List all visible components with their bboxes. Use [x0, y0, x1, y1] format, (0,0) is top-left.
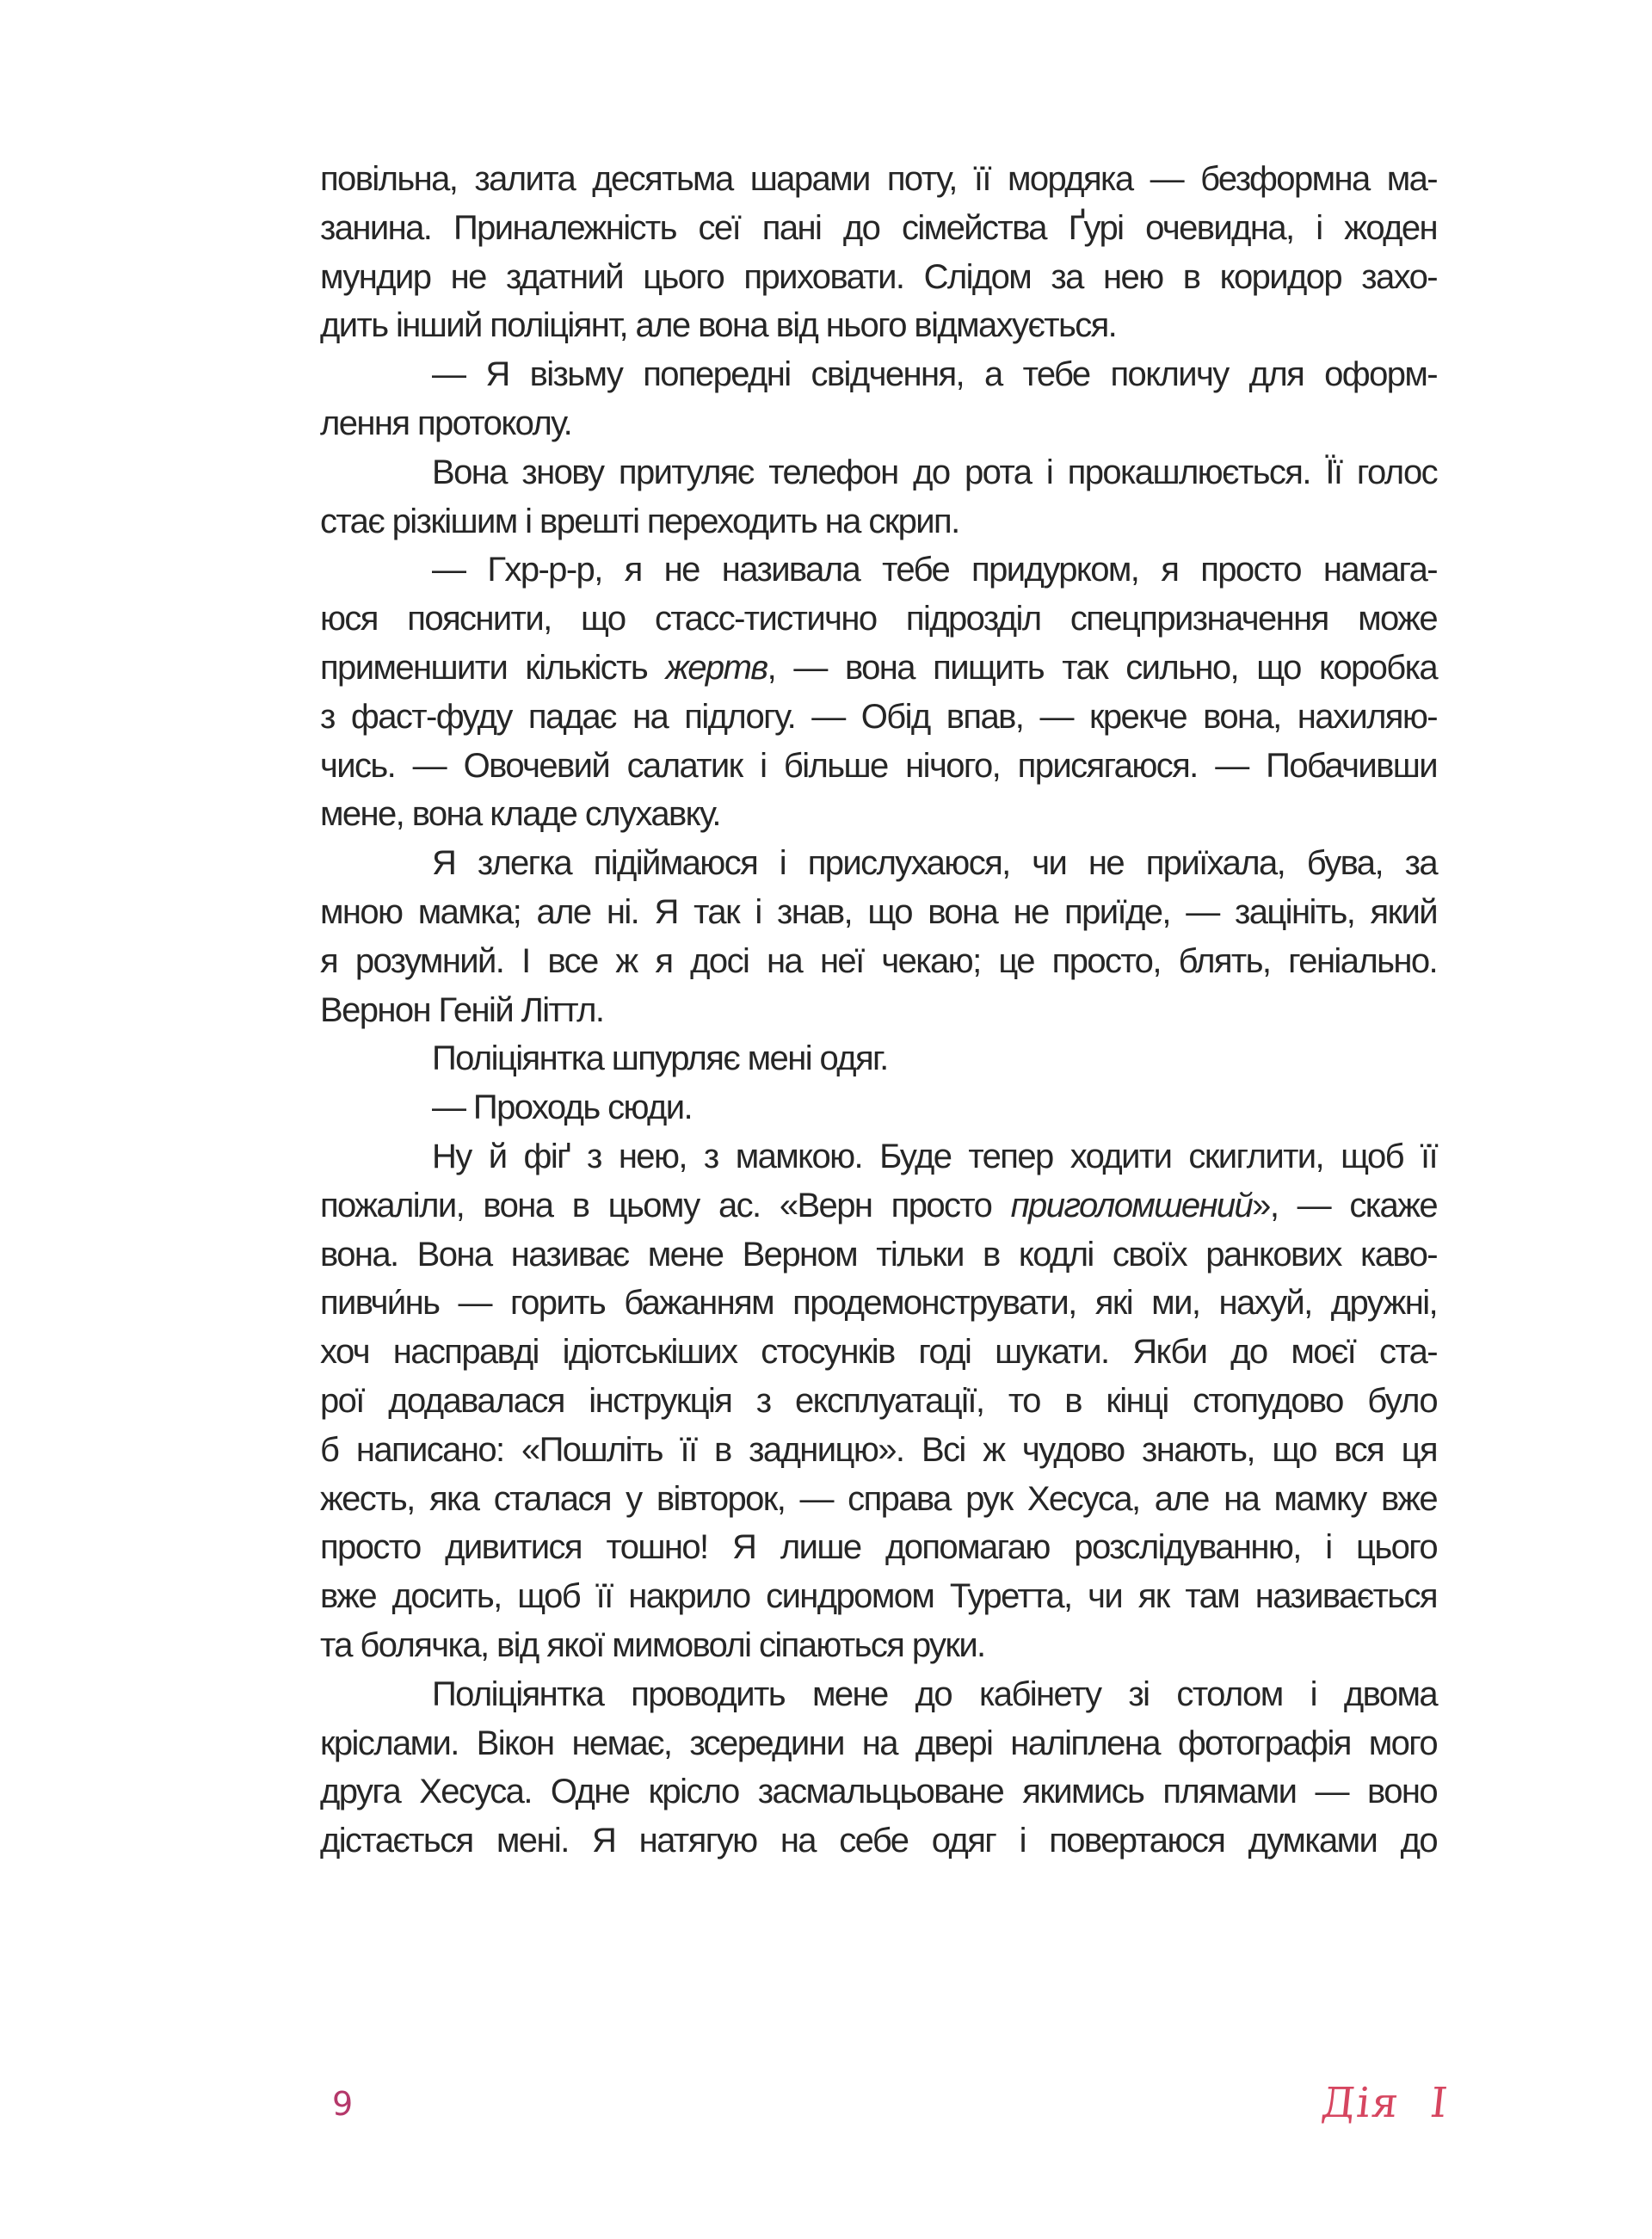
text-line-content — [320, 1377, 1437, 1426]
italic-emphasis: жертв — [665, 648, 767, 687]
text-line — [320, 546, 1437, 595]
text-run: пивчи́нь — горить бажанням продемонструвати, які ми, нахуй, дружні, — [320, 1284, 1437, 1323]
text-line-content — [320, 742, 1437, 791]
text-run: — Проходь сюди. — [432, 1089, 693, 1127]
text-run: Вернон Геній Літтл. — [320, 990, 604, 1029]
text-run: пожаліли, вона в цьому ас. «Верн просто — [320, 1186, 1011, 1224]
text-run: стає різкішим і врешті переходить на скрип. — [320, 502, 959, 540]
text-line-content — [320, 1328, 1437, 1377]
text-line-content — [432, 546, 1437, 595]
text-line-content — [320, 1426, 1437, 1475]
text-line-content — [320, 595, 1437, 644]
text-run: б написано: «Пошліть її в задницю». Всі ж чудово знають, що вся ця — [320, 1430, 1437, 1469]
text-line-content — [320, 1523, 1437, 1572]
text-line-content — [432, 839, 1437, 888]
text-line — [320, 399, 1437, 448]
text-line-content — [320, 497, 1437, 546]
text-line-content — [432, 350, 1437, 399]
text-run: — Я візьму попередні свідчення, а тебе покличу для оформ- — [432, 355, 1437, 394]
text-run: та болячка, від якої мимоволі сіпаються руки. — [320, 1625, 985, 1664]
text-line-content — [320, 1181, 1437, 1231]
text-line — [320, 1231, 1437, 1280]
text-line-content — [432, 448, 1437, 497]
text-line — [320, 644, 1437, 693]
text-run: повільна, залита десятьма шарами поту, її мордяка — безформна ма- — [320, 160, 1437, 198]
text-line — [320, 937, 1437, 986]
text-line — [320, 350, 1437, 399]
text-line — [320, 1816, 1437, 1866]
text-line — [320, 155, 1437, 204]
text-run: мною мамка; але ні. Я так і знав, що вона не приїде, — зацініть, який — [320, 892, 1437, 931]
text-line — [320, 1475, 1437, 1524]
text-line — [320, 790, 1437, 839]
text-line — [320, 497, 1437, 546]
text-line — [320, 253, 1437, 302]
text-line-content — [320, 1475, 1437, 1524]
text-run: вже досить, щоб її накрило синдромом Туретта, чи як там називається — [320, 1577, 1437, 1616]
text-run: лення протоколу. — [320, 404, 572, 442]
text-line-content — [320, 986, 1437, 1035]
text-line-content — [320, 301, 1437, 350]
text-line — [320, 1621, 1437, 1670]
text-line — [320, 839, 1437, 888]
text-line — [320, 1328, 1437, 1377]
chapter-mark-numeral: I — [1427, 2079, 1452, 2127]
text-line-content — [320, 1767, 1437, 1816]
text-line-content — [320, 644, 1437, 693]
text-line — [320, 1572, 1437, 1621]
text-line-content — [320, 790, 1437, 839]
page-number: 9 — [332, 2085, 354, 2123]
text-line — [320, 888, 1437, 937]
text-line — [320, 1377, 1437, 1426]
text-run: хоч насправді ідіотськіших стосунків годі шукати. Якби до моєї ста- — [320, 1333, 1437, 1372]
text-line-content — [320, 1231, 1437, 1280]
text-line-content — [432, 1083, 1437, 1132]
text-line-content — [320, 1816, 1437, 1866]
text-run: », — скаже — [1252, 1186, 1437, 1224]
text-line-content — [320, 1279, 1437, 1328]
text-line-content — [432, 1132, 1437, 1181]
text-run: вона. Вона називає мене Верном тільки в кодлі своїх ранкових каво- — [320, 1235, 1437, 1274]
text-line-content — [320, 253, 1437, 302]
text-line-content — [320, 1621, 1437, 1670]
text-run: Поліціянтка шпурляє мені одяг. — [432, 1039, 888, 1078]
text-run: мене, вона кладе слухавку. — [320, 795, 720, 834]
text-run: Ну й фіґ з нею, з мамкою. Буде тепер ходити скиглити, щоб її — [432, 1137, 1437, 1175]
text-line — [320, 1767, 1437, 1816]
chapter-mark-word: Дія — [1319, 2079, 1402, 2127]
text-line — [320, 301, 1437, 350]
text-run: просто дивитися тошно! Я лише допомагаю розслідуванню, і цього — [320, 1528, 1437, 1567]
chapter-mark — [1319, 2079, 1452, 2127]
text-line — [320, 986, 1437, 1035]
text-line — [320, 1181, 1437, 1231]
text-line — [320, 204, 1437, 253]
text-line-content — [320, 155, 1437, 204]
text-run: мундир не здатний цього приховати. Слідом за нею в коридор захо- — [320, 257, 1437, 296]
text-line-content — [320, 1572, 1437, 1621]
text-run: Я злегка підіймаюся і прислухаюся, чи не приїхала, бува, за — [432, 844, 1437, 883]
text-run: чись. — Овочевий салатик і більше нічого, присягаюся. — Побачивши — [320, 746, 1437, 785]
body-text — [320, 155, 1437, 1866]
text-line — [320, 595, 1437, 644]
text-line-content — [320, 399, 1437, 448]
text-line-content — [320, 937, 1437, 986]
text-run: друга Хесуса. Одне крісло засмальцьоване якимись плямами — воно — [320, 1773, 1437, 1811]
text-line — [320, 1279, 1437, 1328]
text-line-content — [432, 1034, 1437, 1083]
text-line-content — [320, 204, 1437, 253]
text-line — [320, 1719, 1437, 1768]
text-line — [320, 1132, 1437, 1181]
text-run: юся пояснити, що стасс-тистично підрозділ спецпризначення може — [320, 600, 1437, 638]
text-line — [320, 742, 1437, 791]
text-line — [320, 1083, 1437, 1132]
text-line-content — [320, 888, 1437, 937]
text-run: я розумний. І все ж я досі на неї чекаю; це просто, блять, геніально. — [320, 941, 1437, 980]
text-run: Поліціянтка проводить мене до кабінету зі столом і двома — [432, 1675, 1437, 1713]
text-line — [320, 1523, 1437, 1572]
text-line — [320, 1426, 1437, 1475]
text-line-content — [320, 693, 1437, 742]
text-line-content — [432, 1670, 1437, 1719]
text-run: дить інший поліціянт, але вона від нього відмахується. — [320, 306, 1117, 345]
text-line — [320, 1034, 1437, 1083]
text-run: применшити кількість — [320, 648, 666, 687]
text-run: дістається мені. Я натягую на себе одяг і повертаюся думками до — [320, 1822, 1437, 1860]
text-run: , — вона пищить так сильно, що коробка — [767, 648, 1437, 687]
text-run: Вона знову притуляє телефон до рота і прокашлюється. Її голос — [432, 453, 1437, 491]
text-line-content — [320, 1719, 1437, 1768]
text-line — [320, 693, 1437, 742]
text-run: кріслами. Вікон немає, зсередини на двері наліплена фотографія мого — [320, 1724, 1437, 1762]
text-line — [320, 1670, 1437, 1719]
text-run: жесть, яка сталася у вівторок, — справа рук Хесуса, але на мамку вже — [320, 1479, 1437, 1518]
italic-emphasis: приголомшений — [1010, 1186, 1253, 1224]
text-run: з фаст-фуду падає на підлогу. — Обід впав, — крекче вона, нахиляю- — [320, 697, 1437, 736]
text-run: рої додавалася інструкція з експлуатації, то в кінці стопудово було — [320, 1381, 1437, 1420]
text-run: — Гхр-р-р, я не називала тебе придурком, я просто намага- — [432, 551, 1437, 589]
text-line — [320, 448, 1437, 497]
text-run: занина. Приналежність сеї пані до сімейства Ґурі очевидна, і жоден — [320, 208, 1437, 247]
